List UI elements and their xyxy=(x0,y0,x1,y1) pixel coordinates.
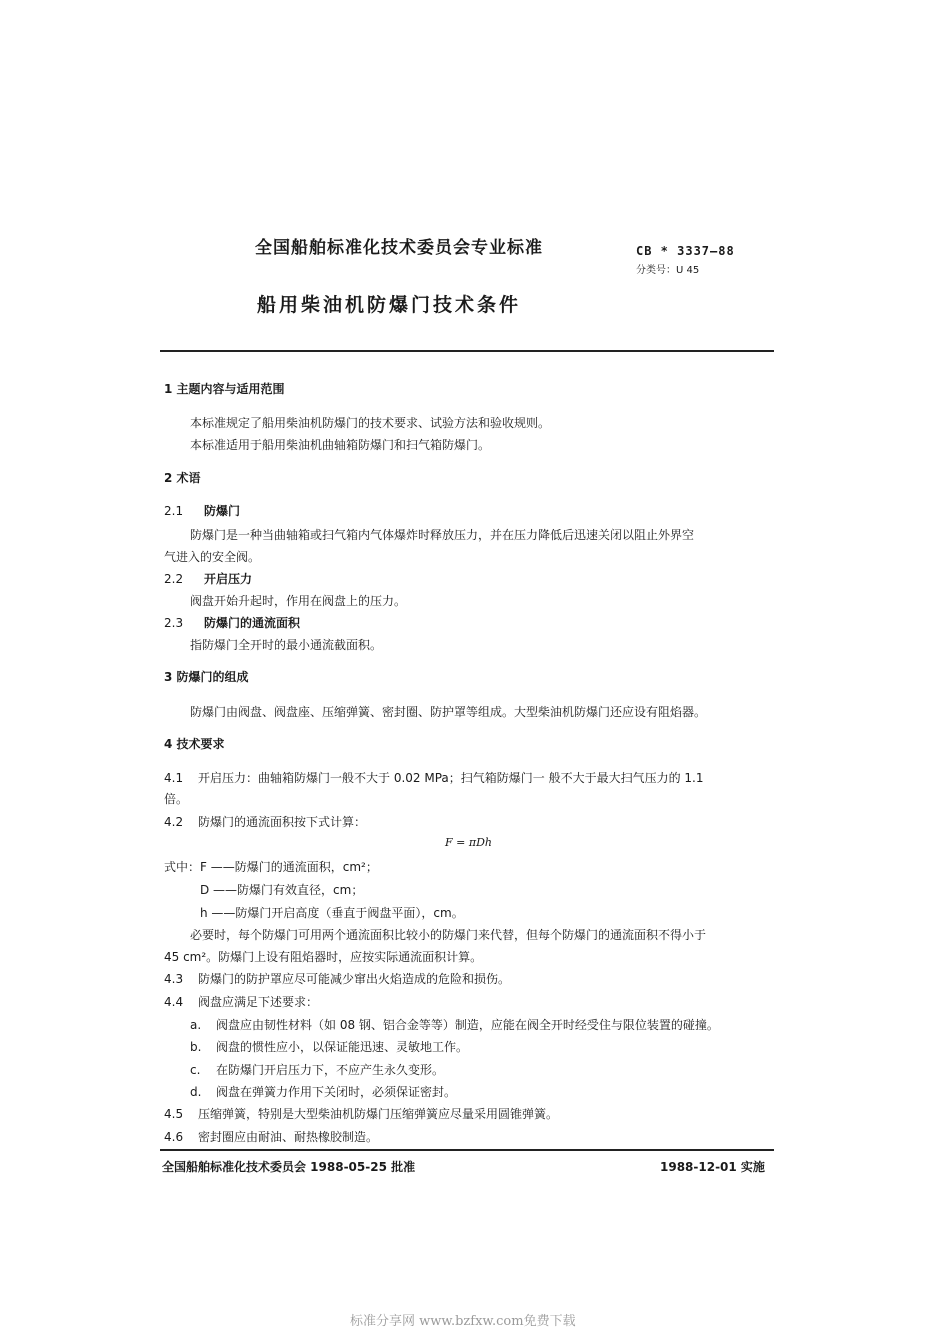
list-marker: b. xyxy=(190,1040,202,1054)
document-title: 船用柴油机防爆门技术条件 xyxy=(257,294,522,316)
section-4-6-line xyxy=(164,1128,378,1145)
section-4-4-text: 阀盘应满足下述要求： xyxy=(198,995,319,1009)
section-4-heading: 4 技术要求 xyxy=(164,737,225,751)
watermark: 标准分享网 www.bzfxw.com免费下载 xyxy=(350,1314,576,1329)
organization-title: 全国船舶标准化技术委员会专业标准 xyxy=(255,238,543,258)
list-text: 在防爆门开启压力下，不应产生永久变形。 xyxy=(216,1063,445,1077)
list-marker: a. xyxy=(190,1018,202,1032)
section-4-3-number: 4.3 xyxy=(164,972,184,986)
formula-where-h: h ——防爆门开启高度（垂直于阀盘平面），cm。 xyxy=(200,906,464,920)
section-2-3-title: 防爆门的通流面积 xyxy=(204,616,301,630)
section-2-1-title: 防爆门 xyxy=(204,504,241,518)
standard-code: CB * 3337—88 xyxy=(636,244,735,258)
formula-where-d: D ——防爆门有效直径，cm； xyxy=(200,883,364,897)
section-4-3-line xyxy=(164,970,510,987)
section-4-2-line xyxy=(164,813,366,830)
section-2-1-para-1: 防爆门是一种当曲轴箱或扫气箱内气体爆炸时释放压力，并在压力降低后迅速关闭以阻止外界空 xyxy=(190,528,695,542)
section-2-1-heading xyxy=(164,502,240,519)
classification-number: 分类号：U 45 xyxy=(636,265,700,276)
list-text: 阀盘的惯性应小，以保证能迅速、灵敏地工作。 xyxy=(216,1040,469,1054)
section-4-5-text: 压缩弹簧，特别是大型柴油机防爆门压缩弹簧应尽量采用圆锥弹簧。 xyxy=(198,1107,559,1121)
area-formula: F = πDh xyxy=(445,836,492,849)
section-4-5-line xyxy=(164,1105,558,1122)
section-1-para-2: 本标准适用于船用柴油机曲轴箱防爆门和扫气箱防爆门。 xyxy=(190,438,491,452)
section-4-1-number: 4.1 xyxy=(164,771,184,785)
section-4-4-line xyxy=(164,993,318,1010)
list-text: 阀盘在弹簧力作用下关闭时，必须保证密封。 xyxy=(216,1085,457,1099)
section-4-5-number: 4.5 xyxy=(164,1107,184,1121)
section-4-3-text: 防爆门的防护罩应尽可能减少窜出火焰造成的危险和损伤。 xyxy=(198,972,511,986)
section-2-1-number: 2.1 xyxy=(164,504,184,518)
list-item xyxy=(190,1083,456,1100)
section-2-2-para: 阀盘开始升起时，作用在阀盘上的压力。 xyxy=(190,594,407,608)
section-4-6-text: 密封圈应由耐油、耐热橡胶制造。 xyxy=(198,1130,379,1144)
header-rule xyxy=(160,350,774,352)
list-item xyxy=(190,1061,444,1078)
section-4-1-text: 开启压力：曲轴箱防爆门一般不大于 0.02 MPa；扫气箱防爆门一 般不大于最大扫气压力的 1.1 xyxy=(198,771,704,785)
section-4-2-note-1: 必要时，每个防爆门可用两个通流面积比较小的防爆门来代替，但每个防爆门的通流面积不得小于 xyxy=(190,928,707,942)
effective-date: 1988-12-01 实施 xyxy=(660,1160,765,1174)
approval-date: 全国船舶标准化技术委员会 1988-05-25 批准 xyxy=(162,1160,416,1174)
section-4-1-line-1 xyxy=(164,769,703,786)
section-2-2-title: 开启压力 xyxy=(204,572,253,586)
list-marker: c. xyxy=(190,1063,201,1077)
section-4-6-number: 4.6 xyxy=(164,1130,184,1144)
section-3-heading: 3 防爆门的组成 xyxy=(164,670,249,684)
formula-where-f: 式中：F ——防爆门的通流面积，cm²； xyxy=(164,860,378,874)
section-4-2-number: 4.2 xyxy=(164,815,184,829)
section-1-heading: 1 主题内容与适用范围 xyxy=(164,382,285,396)
list-item xyxy=(190,1038,468,1055)
section-2-heading: 2 术语 xyxy=(164,471,201,485)
section-2-3-para: 指防爆门全开时的最小通流截面积。 xyxy=(190,638,383,652)
section-2-1-para-2: 气进入的安全阀。 xyxy=(164,550,261,564)
list-marker: d. xyxy=(190,1085,202,1099)
footer-rule xyxy=(160,1149,774,1151)
list-text: 阀盘应由韧性材料（如 08 钢、铝合金等等）制造，应能在阀全开时经受住与限位装置的碰撞。 xyxy=(216,1018,719,1032)
section-4-4-number: 4.4 xyxy=(164,995,184,1009)
section-1-para-1: 本标准规定了船用柴油机防爆门的技术要求、试验方法和验收规则。 xyxy=(190,416,551,430)
section-2-3-heading xyxy=(164,614,300,631)
section-2-2-number: 2.2 xyxy=(164,572,184,586)
section-2-3-number: 2.3 xyxy=(164,616,184,630)
section-4-2-note-2: 45 cm²。防爆门上设有阻焰器时，应按实际通流面积计算。 xyxy=(164,950,483,964)
section-4-1-line-2: 倍。 xyxy=(164,792,189,806)
list-item xyxy=(190,1016,719,1033)
section-2-2-heading xyxy=(164,570,252,587)
section-4-2-text: 防爆门的通流面积按下式计算： xyxy=(198,815,367,829)
section-3-para: 防爆门由阀盘、阀盘座、压缩弹簧、密封圈、防护罩等组成。大型柴油机防爆门还应设有阻焰器。 xyxy=(190,705,707,719)
